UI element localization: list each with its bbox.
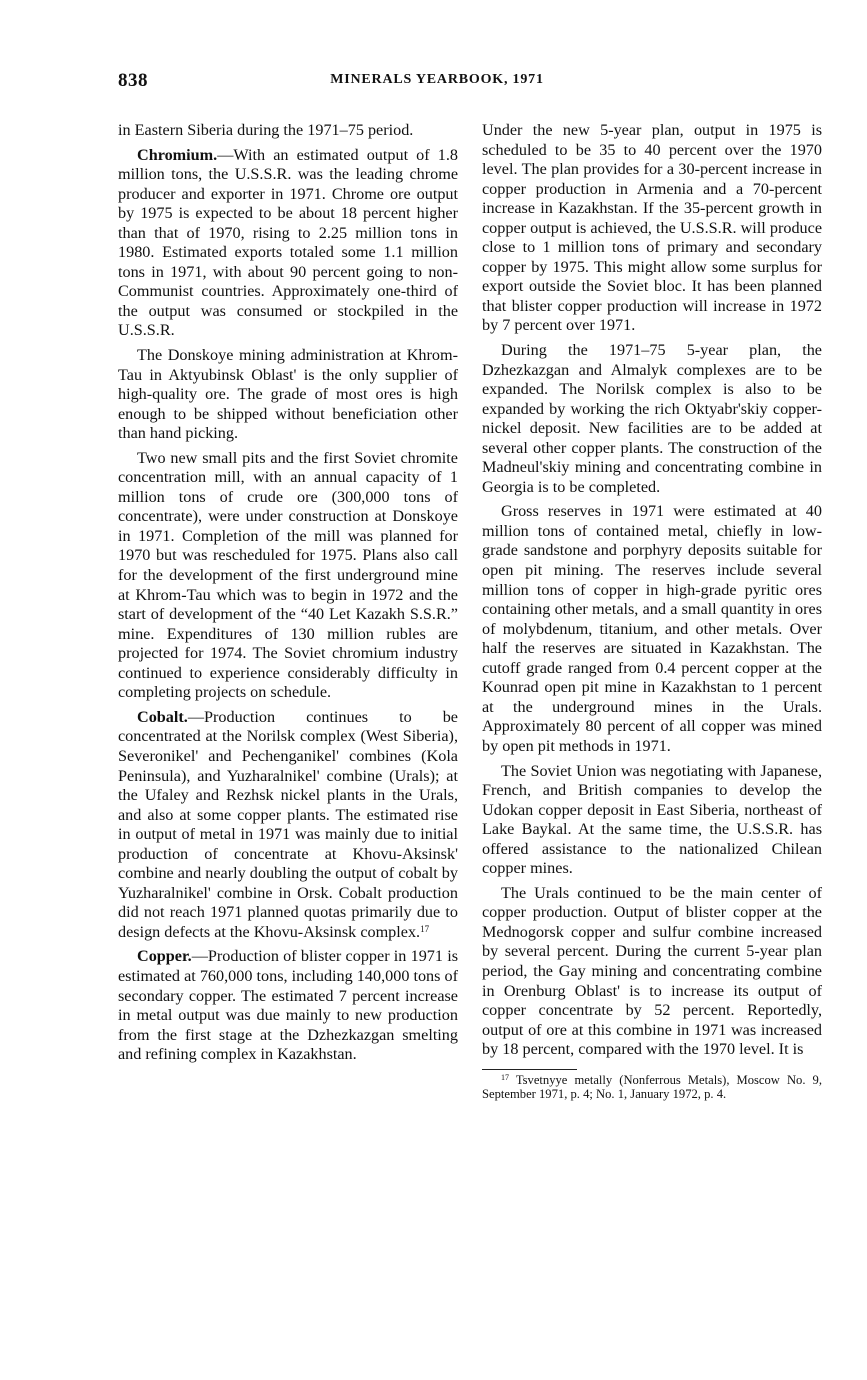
paragraph-urals: The Urals continued to be the main center of copper production. Output of blister copper at the Mednogorsk copper and sulfur combine increased by several percent. During the current 5-year plan period, the Gay mining and concentrating combine in Orenburg Oblast' is to increase its output of copper concentrate by 52 percent. Reportedly, output of ore at this combine in 1971 was increased by 18 percent, compared with the 1970 level. It is [482, 883, 822, 1059]
page-number: 838 [118, 70, 148, 91]
footnote-text: Tsvetnyye metally (Nonferrous Metals), Moscow No. 9, September 1971, p. 4; No. 1, January 1972, p. 4. [482, 1072, 822, 1101]
page-header [118, 70, 756, 94]
paragraph-copper [118, 947, 458, 1064]
section-heading-copper: Copper. [137, 947, 192, 966]
right-column [482, 121, 822, 1106]
chromium-text: —With an estimated output of 1.8 million tons, the U.S.S.R. was the leading chrome producer and exporter in 1971. Chrome ore output by 1975 is expected to be about 18 percent higher than that of 1970, rising to 2.25 million tons in 1980. Estimated exports totaled some 1.1 million tons in 1971, with about 90 percent going to non-Communist countries. Approximately one-third of the output was consumed or stockpiled in the U.S.S.R. [118, 145, 458, 340]
paragraph-chromium [118, 146, 458, 341]
section-heading-cobalt: Cobalt. [137, 707, 188, 726]
paragraph-cobalt [118, 708, 458, 943]
cobalt-text: —Production continues to be concentrated at the Norilsk complex (West Siberia), Severonikel' and Pechenganikel' combines (Kola Peninsula), and Yuzharalnikel' combine (Urals); at the Ufaley and Rezhsk nickel plants in the Urals, and also at some copper plants. The estimated rise in output of metal in 1971 was mainly due to initial production of concentrate at Khovu-Aksinsk' combine and nearly doubling the output of cobalt by Yuzharalnikel' combine in Orsk. Cobalt production did not reach 1971 planned quotas primarily due to design defects at the Khovu-Aksinsk complex. [118, 707, 458, 941]
paragraph-dzhezkazgan: During the 1971–75 5-year plan, the Dzhezkazgan and Almalyk complexes are to be expanded. The Norilsk complex is also to be expanded by working the rich Oktyabr'skiy copper-nickel deposit. New facilities are to be added at several other copper plants. The construction of the Madneul'skiy mining and concentrating combine in Georgia is to be completed. [482, 341, 822, 496]
copper-text: —Production of blister copper in 1971 is estimated at 760,000 tons, including 140,000 tons of secondary copper. The estimated 7 percent increase in metal output was due mainly to new production from the first stage at the Dzhezkazgan smelting and refining complex in Kazakhstan. [118, 947, 458, 1064]
footnote [482, 1073, 822, 1101]
paragraph-chromite-mill: Two new small pits and the first Soviet chromite concentration mill, with an annual capacity of 1 million tons of crude ore (300,000 tons of concentrate), were under construction at Donskoye in 1971. Completion of the mill was planned for 1970 but was rescheduled for 1975. Plans also call for the development of the first underground mine at Khrom-Tau which was to begin in 1972 and the start of development of the “40 Let Kazakh S.S.R.” mine. Expenditures of 130 million rubles are projected for 1974. The Soviet chromium industry continued to experience considerably difficulty in completing projects on schedule. [118, 448, 458, 702]
paragraph-siberia-continuation: in Eastern Siberia during the 1971–75 period. [118, 121, 414, 139]
footnote-divider [482, 1069, 577, 1070]
left-column [118, 121, 458, 1070]
running-head: MINERALS YEARBOOK, 1971 [330, 72, 544, 87]
footnote-number: 17 [501, 1072, 509, 1082]
paragraph-reserves: Gross reserves in 1971 were estimated at 40 million tons of contained metal, chiefly in low-grade sandstone and porphyry deposits suitable for open pit mining. The reserves include several million tons of copper in high-grade pyritic ores containing other metals, and a small quantity in ores of molybdenum, titanium, and other metals. Over half the reserves are situated in Kazakhstan. The cutoff grade ranged from 0.4 percent copper at the Kounrad open pit mine in Kazakhstan to 1 percent at the underground mines in the Urals. Approximately 80 percent of all copper was mined by open pit methods in 1971. [482, 502, 822, 755]
footnote-reference: 17 [420, 923, 430, 934]
section-heading-chromium: Chromium. [137, 145, 218, 164]
paragraph-five-year-plan: Under the new 5-year plan, output in 1975 is scheduled to be 35 to 40 percent over the 1970 level. The plan provides for a 30-percent increase in copper production in Armenia and a 70-percent increase in Kazakhstan. If the 35-percent growth in copper output is achieved, the U.S.S.R. will produce close to 1 million tons of primary and secondary copper by 1975. This might allow some surplus for export outside the Soviet bloc. It has been planned that blister copper production will increase in 1972 by 7 percent over 1971. [482, 121, 822, 335]
paragraph-udokan: The Soviet Union was negotiating with Japanese, French, and British companies to develop the Udokan copper deposit in East Siberia, northeast of Lake Baykal. At the same time, the U.S.S.R. has offered assistance to the nationalized Chilean copper mines. [482, 761, 822, 878]
paragraph-donskoye: The Donskoye mining administration at Khrom-Tau in Aktyubinsk Oblast' is the only supplier of high-quality ore. The grade of most ores is high enough to be shipped without beneficiation other than hand picking. [118, 346, 458, 443]
